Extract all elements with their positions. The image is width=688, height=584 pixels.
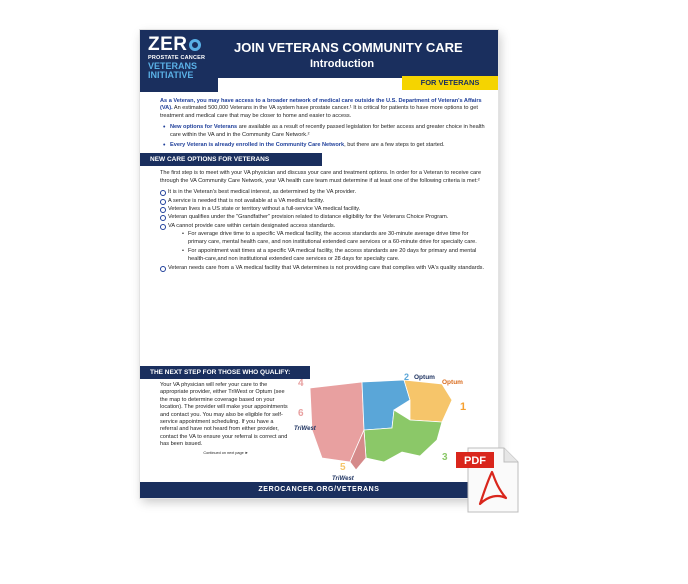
pdf-icon[interactable] — [456, 446, 522, 514]
criteria-item-text: VA cannot provide care within certain designated access standards. — [168, 222, 336, 229]
next-step-text: Your VA physician will refer your care to the appropriate provider, either TriWest or Optum (see the map to determine coverage based on your location). The provider will make your appointments and contact you. You may also be eligible for self-service appointment scheduling. If you have a referral and have not heard from either provider, contact the VA to ensure your referral is correct and has been issued. — [160, 382, 288, 448]
logo-line-veterans: VETERANS — [148, 61, 198, 71]
bullet-item — [170, 124, 485, 139]
flyer-subtitle: Introduction — [310, 58, 375, 70]
map-region-east — [404, 380, 452, 422]
bullet-item — [170, 142, 485, 149]
intro-lead: As a Veteran, you may have access to a broader network of medical care outside the U.S. Department of Veteran's Affairs (VA). — [160, 98, 482, 112]
bullet-text: , but there are a few steps to get started. — [344, 142, 445, 149]
logo-o-ring — [189, 39, 201, 51]
footer-url[interactable]: ZEROCANCER.ORG/VETERANS — [140, 482, 498, 498]
criteria-item: Veteran qualifies under the "Grandfather" provision related to distance eligibility for the Veterans Choice Program. — [168, 214, 485, 221]
criteria-item: Veteran needs care from a VA medical facility that VA determines is not providing care that complies with VA's quality standards. — [168, 264, 485, 271]
triwest-label-2: TriWest — [332, 476, 354, 482]
zero-logo — [140, 30, 218, 92]
region-4-number: 4 — [298, 378, 304, 389]
flyer-content — [150, 98, 485, 273]
us-regions-map — [292, 370, 482, 482]
bullet-highlight: Every Veteran is already enrolled in the Community Care Network — [170, 142, 345, 149]
flyer-title: JOIN VETERANS COMMUNITY CARE — [234, 40, 463, 55]
logo-zero-text: ZER — [148, 34, 188, 55]
region-6-number: 6 — [298, 408, 304, 419]
bullet-highlight: New options for Veterans — [170, 124, 238, 131]
region-3-number: 3 — [442, 452, 448, 463]
criteria-intro: The first step is to meet with your VA physician and discuss your care and treatment options. In order for a Veteran to receive care through the VA Community Care Network, your VA health care team must determine if at least one of the following criteria is met:² — [160, 170, 482, 184]
logo-line-initiative: INITIATIVE — [148, 70, 194, 80]
criteria-item: It is in the Veteran's best medical interest, as determined by the VA provider. — [168, 189, 485, 196]
access-standards-list — [168, 231, 485, 263]
triwest-label-1: TriWest — [294, 426, 316, 432]
region-5-number: 5 — [340, 462, 346, 473]
criteria-list — [160, 189, 485, 272]
continued-note: Continued on next page ► — [203, 450, 249, 455]
intro-paragraph — [160, 98, 485, 120]
region-2-number: 2 — [404, 372, 410, 382]
bullet-text: are available as a result of recently passed legislation for better access and greater choice in health care within the VA and in the Community Care Network.² — [170, 124, 485, 138]
intro-bullets — [160, 124, 485, 149]
access-standard-item: • For average drive time to a specific VA medical facility, the access standards are 30-minute average drive time for primary care, mental health care, and non institutional extended care services or a 60-minute drive for specialty care. — [188, 231, 485, 246]
next-step-paragraph — [160, 382, 292, 457]
region-1-number: 1 — [460, 401, 467, 413]
pdf-label: PDF — [464, 455, 486, 467]
section-heading-next-step: THE NEXT STEP FOR THOSE WHO QUALIFY: — [140, 366, 310, 379]
criteria-item: Veteran lives in a US state or territory without a full-service VA medical facility. — [168, 206, 485, 213]
access-standard-item: • For appointment wait times at a specific VA medical facility, the access standards are 20 days for primary and mental health-care,and non institutional extended care services or 28 days for specialty care. — [188, 248, 485, 263]
audience-tag: FOR VETERANS — [402, 76, 498, 90]
flyer-document[interactable] — [140, 30, 498, 498]
criteria-item — [168, 223, 485, 263]
intro-rest: An estimated 500,000 Veterans in the VA system have prostate cancer.¹ It is critical for patients to have more options to get treatment and medical care that may be closer to home and easier to access. — [160, 105, 478, 119]
flyer-header — [140, 30, 498, 92]
optum-label-2: Optum — [414, 374, 435, 381]
logo-line-prostate: PROSTATE CANCER — [148, 55, 206, 61]
section-heading-new-care: NEW CARE OPTIONS FOR VETERANS — [140, 153, 322, 166]
criteria-item: A service is needed that is not available at a VA medical facility. — [168, 198, 485, 205]
optum-label-1: Optum — [442, 379, 463, 386]
